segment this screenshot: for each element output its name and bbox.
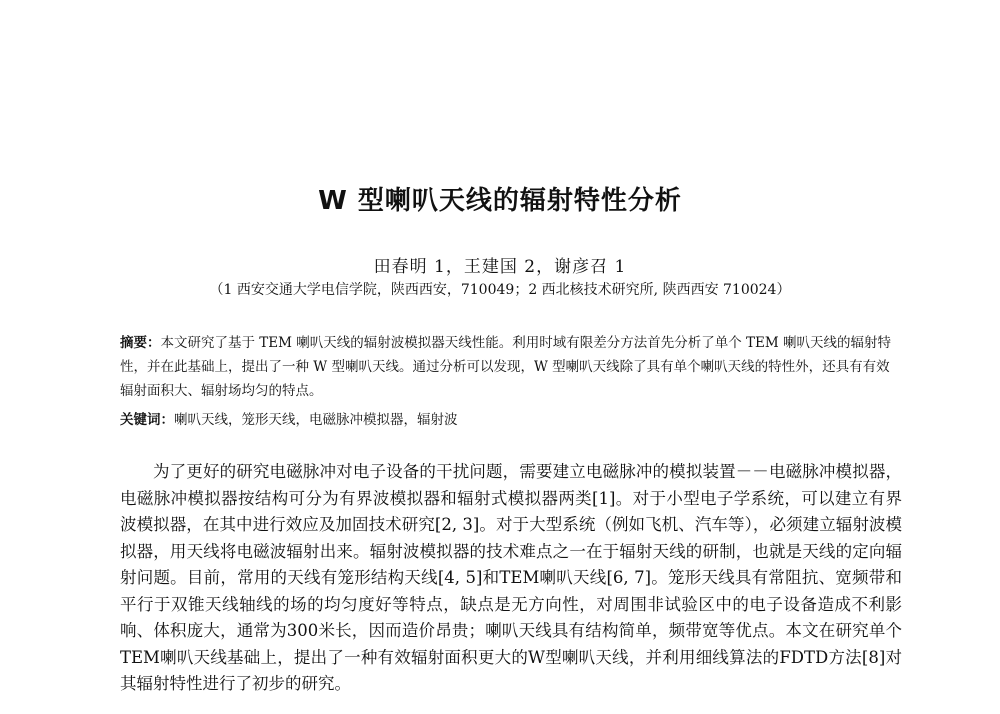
keywords-text: 喇叭天线，笼形天线，电磁脉冲模拟器，辐射波: [174, 412, 458, 428]
body-paragraph: 为了更好的研究电磁脉冲对电子设备的干扰问题，需要建立电磁脉冲的模拟装置－－电磁脉冲模拟器，电磁脉冲模拟器按结构可分为有界波模拟器和辐射式模拟器两类[1]。对于小型电子学系统，可以建立有界波模拟器，在其中进行效应及加固技术研究[2, 3]。对于大型系统（例如飞机、汽车等），必须建立辐射波模拟器，用天线将电磁波辐射出来。辐射波模拟器的技术难点之一在于辐射天线的研制，也就是天线的定向辐射问题。目前，常用的天线有笼形结构天线[4, 5]和TEM喇叭天线[6, 7]。笼形天线具有常阻抗、宽频带和平行于双锥天线轴线的场的均匀度好等特点，缺点是无方向性，对周围非试验区中的电子设备造成不利影响、体积庞大，通常为300米长，因而造价昂贵；喇叭天线具有结构简单，频带宽等优点。本文在研究单个TEM喇叭天线基础上，提出了一种有效辐射面积更大的W型喇叭天线，并利用细线算法的FDTD方法[8]对其辐射特性进行了初步的研究。: [120, 462, 902, 693]
abstract-block: [120, 331, 902, 403]
affiliation-line: （1 西安交通大学电信学院，陕西西安，710049；2 西北核技术研究所, 陕西西安 710024）: [209, 282, 791, 298]
paper-title: W 型喇叭天线的辐射特性分析: [318, 186, 682, 216]
abstract-text: 本文研究了基于 TEM 喇叭天线的辐射波模拟器天线性能。利用时域有限差分方法首先分析了单个 TEM 喇叭天线的辐射特性，并在此基础上，提出了一种 W 型喇叭天线。通过分析可以发现，W 型喇叭天线除了具有单个喇叭天线的特性外，还具有有效辐射面积大、辐射场均匀的特点。: [120, 335, 892, 399]
keywords-block: [120, 408, 902, 432]
abstract-label: 摘要：: [120, 335, 161, 351]
author-line: 田春明 1，王建国 2，谢彦召 1: [373, 257, 627, 277]
keywords-label: 关键词：: [120, 412, 174, 428]
